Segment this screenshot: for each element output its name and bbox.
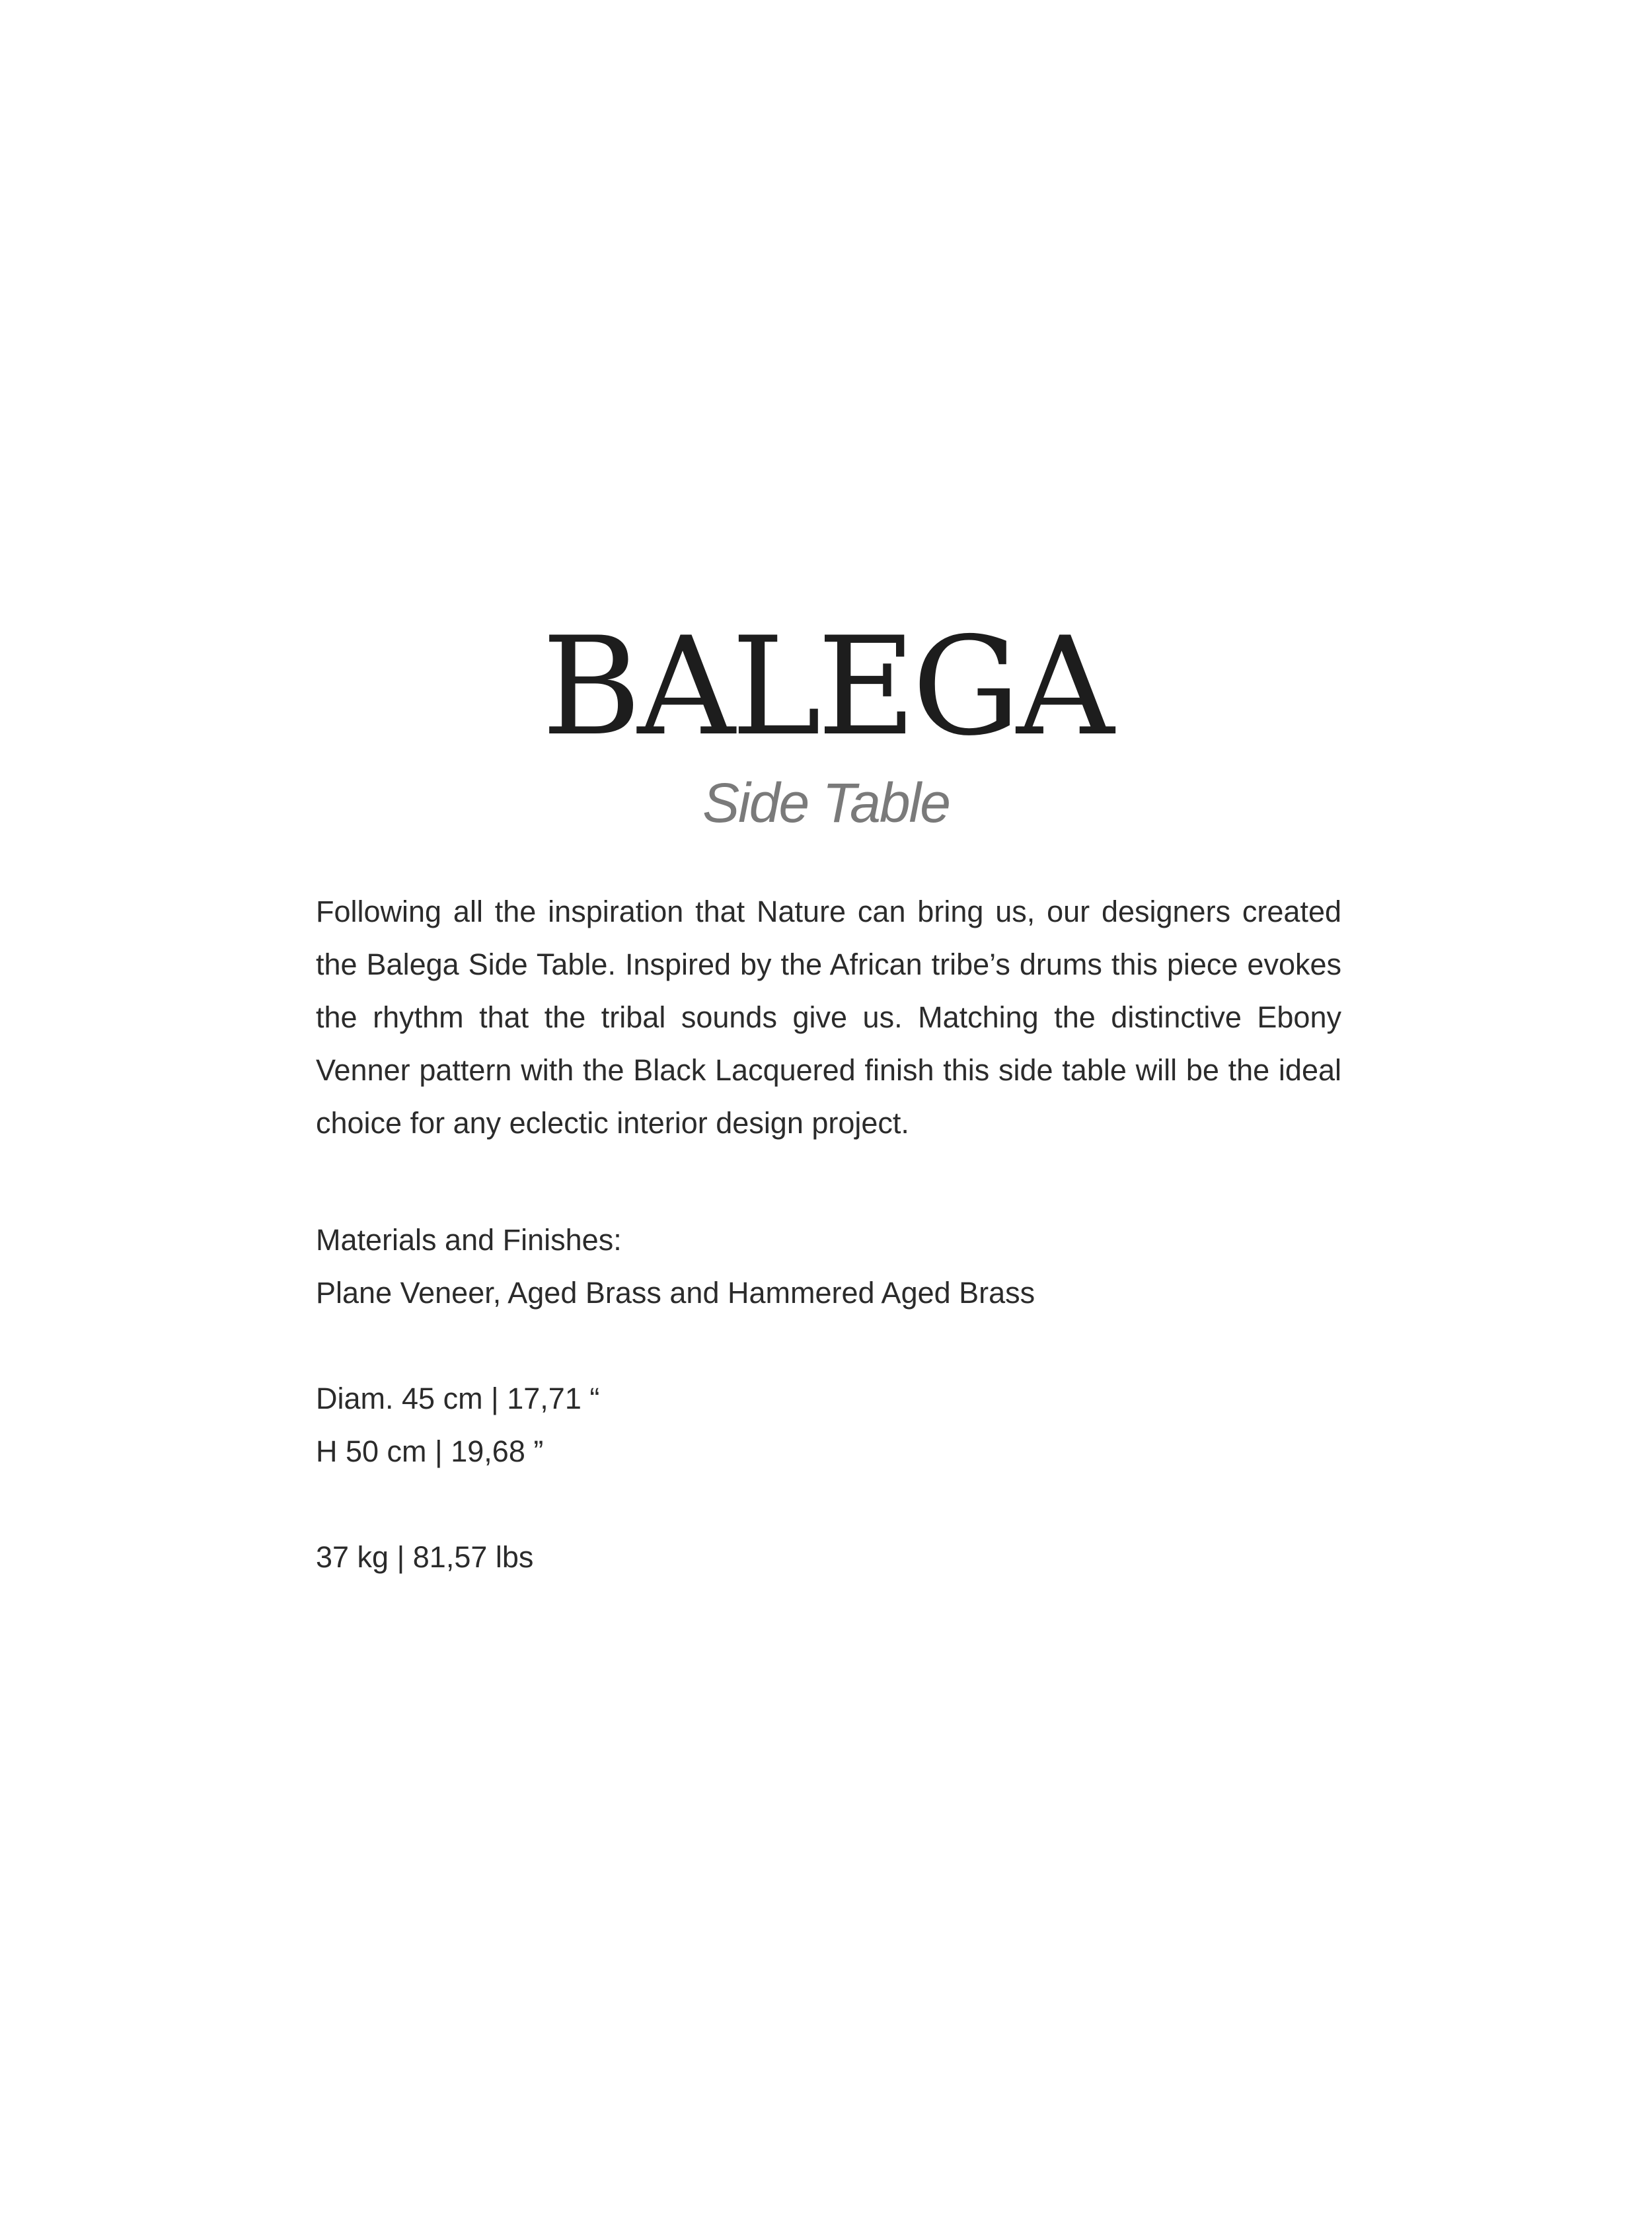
product-details xyxy=(316,885,1341,1584)
weight-section xyxy=(316,1531,1341,1584)
weight-value: 37 kg | 81,57 lbs xyxy=(316,1540,534,1574)
materials-value: Plane Veneer, Aged Brass and Hammered Aged Brass xyxy=(316,1276,1035,1310)
dimension-diameter: Diam. 45 cm | 17,71 “ xyxy=(316,1382,600,1415)
product-description: Following all the inspiration that Nature can bring us, our designers created the Balega Side Table. Inspired by the African tribe’s drums this piece evokes the rhythm that the tribal sounds give us. Matching the distinctive Ebony Venner pattern with the Black Lacquered finish this side table will be the ideal choice for any eclectic interior design project. xyxy=(316,895,1341,1140)
materials-section xyxy=(316,1214,1341,1319)
dimensions-section xyxy=(316,1372,1341,1478)
product-subtitle: Side Table xyxy=(702,772,950,834)
materials-label: Materials and Finishes: xyxy=(316,1223,622,1257)
dimension-height: H 50 cm | 19,68 ” xyxy=(316,1434,544,1468)
product-title: BALEGA xyxy=(541,609,1111,766)
